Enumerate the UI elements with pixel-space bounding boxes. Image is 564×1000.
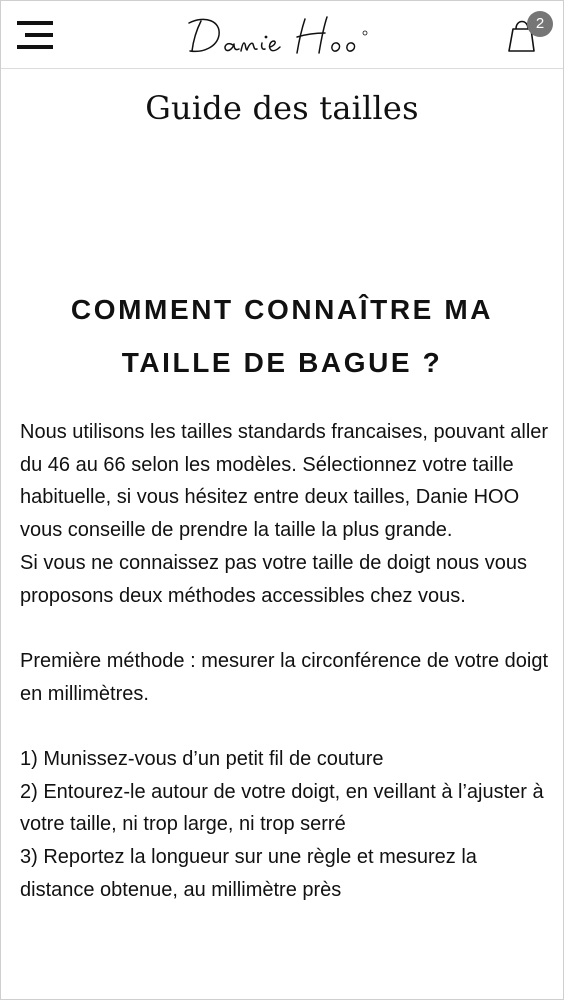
section-heading-line-1: COMMENT CONNAÎTRE MA (70, 294, 494, 325)
paragraph-spacer (20, 710, 550, 743)
step-1: 1) Munissez-vous d’un petit fil de couture (20, 748, 384, 770)
cart-button[interactable] (501, 9, 557, 61)
method-1-heading: Première méthode : mesurer la circonférence de votre doigt en millimètres. (20, 649, 549, 705)
hamburger-menu-icon[interactable] (15, 19, 55, 51)
cart-count-badge: 2 (527, 11, 553, 37)
brand-logo[interactable] (181, 7, 381, 63)
guide-body (20, 416, 550, 907)
intro-paragraph-2: Si vous ne connaissez pas votre taille de doigt nous vous proposons deux méthodes accessibles chez vous. (20, 551, 527, 607)
step-2: 2) Entourez-le autour de votre doigt, en veillant à l’ajuster à votre taille, ni trop large, ni trop serré (20, 780, 544, 836)
site-header (1, 1, 563, 69)
section-heading (31, 283, 533, 389)
page-title: Guide des tailles (145, 89, 419, 127)
step-3: 3) Reportez la longueur sur une règle et mesurez la distance obtenue, au millimètre près (20, 846, 477, 901)
intro-paragraph: Nous utilisons les tailles standards francaises, pouvant aller du 46 au 66 selon les modèles. Sélectionnez votre taille habituelle, si vous hésitez entre deux tailles, Danie HOO vous conseille de prendre la taille la plus grande. (20, 421, 549, 542)
paragraph-spacer (20, 612, 550, 645)
brand-logo-script (181, 7, 381, 63)
section-heading-line-2: TAILLE DE BAGUE ? (121, 347, 443, 378)
